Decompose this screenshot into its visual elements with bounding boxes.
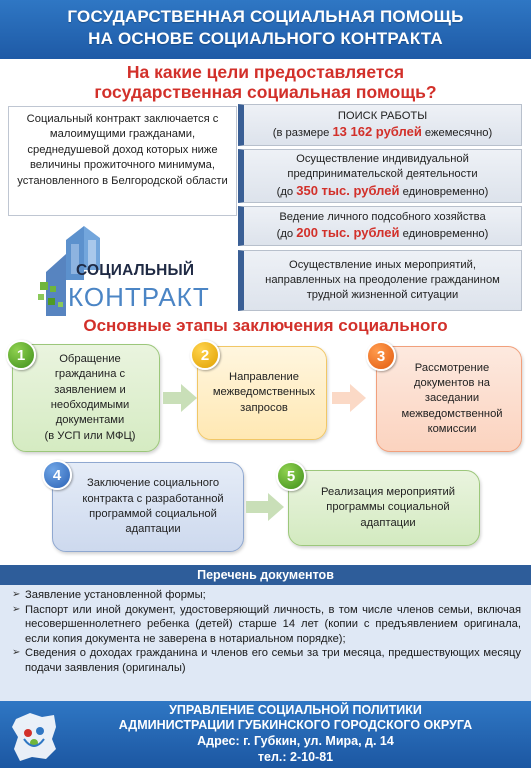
- step-2-text: Направление межведомственных запросов: [212, 371, 316, 414]
- goals-question-line2: государственная социальная помощь?: [94, 82, 437, 102]
- goal-household: [238, 206, 522, 246]
- step-5-text: Реализация мероприятий программы социальной адаптации: [321, 486, 455, 529]
- step-3-box: [376, 346, 522, 452]
- goal-amount: 200 тыс. рублей: [296, 225, 400, 240]
- goal-title: Осуществление индивидуальной предпринимательской деятельности: [287, 153, 478, 181]
- goal-amount-line: [250, 183, 515, 200]
- goal-other: [238, 250, 522, 311]
- goal-entrepreneurship: [238, 149, 522, 203]
- footer-address: Адрес: г. Губкин, ул. Мира, д. 14: [197, 734, 394, 748]
- logo-word-social: СОЦИАЛЬНЫЙ: [76, 262, 195, 279]
- goal-post: ежемесячно): [421, 127, 493, 139]
- header-banner: [0, 0, 531, 59]
- intro-text: Социальный контракт заключается с малоимущими гражданами, среднедушевой доход которых ниже величины прожиточного минимума, установленного в Белгородской области: [8, 106, 237, 216]
- footer-banner: [0, 701, 531, 768]
- goal-title: Ведение личного подсобного хозяйства: [279, 210, 486, 223]
- footer-line2: АДМИНИСТРАЦИИ ГУБКИНСКОГО ГОРОДСКОГО ОКРУГА: [118, 718, 473, 732]
- step-5-box: [288, 470, 480, 546]
- goals-question-line1: На какие цели предоставляется: [126, 62, 405, 82]
- step-4-box: [52, 462, 244, 552]
- arrow-right-icon: [163, 384, 197, 412]
- step-1-text: Обращение гражданина с заявлением и необходимыми документами: [50, 353, 130, 427]
- documents-list: [0, 585, 531, 701]
- list-item: ➢ Сведения о доходах гражданина и членов его семьи за три месяца, предшествующих месяцу подачи заявления (оригиналы): [12, 646, 521, 675]
- footer-phone: тел.: 2-10-81: [257, 750, 334, 764]
- goal-amount: 13 162 рублей: [332, 124, 422, 139]
- goal-title: ПОИСК РАБОТЫ: [337, 109, 428, 122]
- goal-amount-line: [250, 225, 515, 242]
- list-item: ➢ Заявление установленной формы;: [12, 588, 521, 603]
- goal-pre: (в размере: [272, 127, 333, 139]
- footer-line1: УПРАВЛЕНИЕ СОЦИАЛЬНОЙ ПОЛИТИКИ: [169, 703, 422, 717]
- documents-title: Перечень документов: [0, 565, 531, 585]
- header-title-line2: НА ОСНОВЕ СОЦИАЛЬНОГО КОНТРАКТА: [88, 29, 443, 48]
- goal-post: единовременно): [399, 185, 489, 198]
- arrow-right-icon: [332, 384, 366, 412]
- goal-post: единовременно): [399, 228, 489, 240]
- goal-pre: (до: [276, 228, 297, 240]
- goals-question: [0, 62, 531, 102]
- step-5-badge: 5: [276, 461, 306, 491]
- stages-title: Основные этапы заключения социального: [83, 316, 448, 335]
- goal-job-search: [238, 104, 522, 146]
- step-4-badge: 4: [42, 460, 72, 490]
- header-title-line1: ГОСУДАРСТВЕННАЯ СОЦИАЛЬНАЯ ПОМОЩЬ: [67, 7, 464, 26]
- step-4-text: Заключение социального контракта с разработанной программой социальной адаптации: [82, 477, 224, 536]
- step-3-text: Рассмотрение документов на заседании межведомственной комиссии: [401, 361, 503, 435]
- step-2-badge: 2: [190, 340, 220, 370]
- arrow-right-icon: [246, 493, 284, 521]
- logo-word-contract: КОНТРАКТ: [68, 282, 210, 312]
- goal-amount-line: [250, 124, 515, 141]
- goal-title: Осуществление иных мероприятий, направленных на преодоление гражданином трудной жизненной ситуации: [265, 258, 500, 302]
- list-item: ➢ Паспорт или иной документ, удостоверяющий личность, в том числе членов семьи, включая несовершеннолетнего ребенка (детей) старше 14 лет (копии с предъявлением оригинала, если копия документа не заверена в нотариальном порядке);: [12, 603, 521, 647]
- step-1-badge: 1: [6, 340, 36, 370]
- region-emblem-icon: [8, 709, 60, 763]
- goal-amount: 350 тыс. рублей: [296, 182, 400, 198]
- goal-pre: (до: [276, 185, 297, 198]
- step-1-note: (в УСП или МФЦ): [44, 429, 136, 442]
- step-3-badge: 3: [366, 341, 396, 371]
